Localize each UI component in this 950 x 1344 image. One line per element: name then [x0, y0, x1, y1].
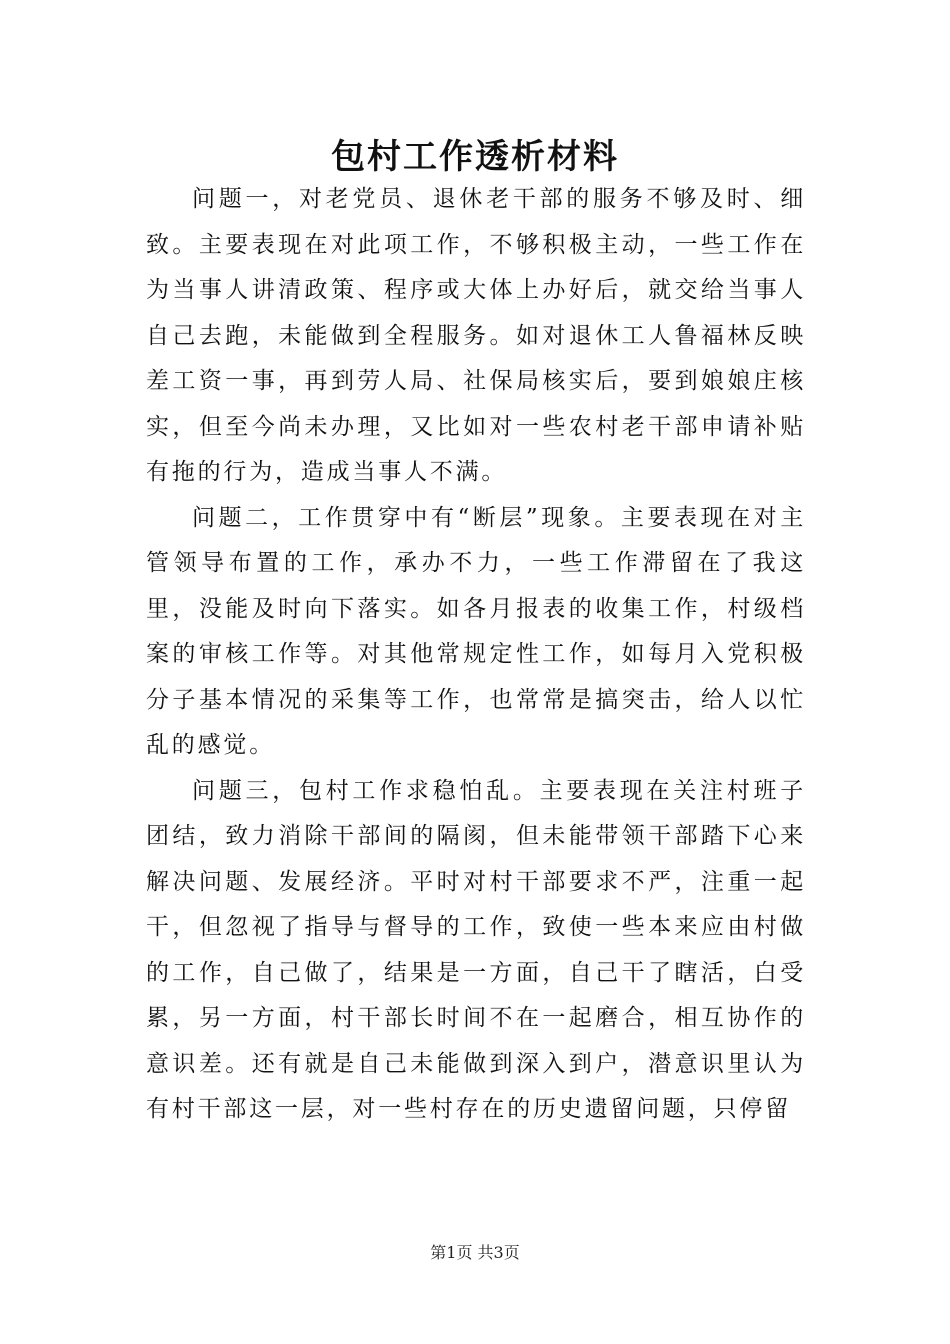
- paragraph-2: 问题二，工作贯穿中有“断层”现象。主要表现在对主管领导布置的工作，承办不力，一些工作滞留在了我这里，没能及时向下落实。如各月报表的收集工作，村级档案的审核工作等。对其他常规定性工作，如每月入党积极分子基本情况的采集等工作，也常常是搞突击，给人以忙乱的感觉。: [146, 504, 806, 758]
- page-number-footer: 第1页 共3页: [430, 1243, 520, 1262]
- document-title: 包村工作透析材料: [331, 137, 619, 177]
- paragraph-1: 问题一，对老党员、退休老干部的服务不够及时、细致。主要表现在对此项工作，不够积极主动，一些工作在为当事人讲清政策、程序或大体上办好后，就交给当事人自己去跑，未能做到全程服务。如对退休工人鲁福林反映差工资一事，再到劳人局、社保局核实后，要到娘娘庄核实，但至今尚未办理，又比如对一些农村老干部申请补贴有拖的行为，造成当事人不满。: [146, 186, 806, 485]
- paragraph-3: 问题三，包村工作求稳怕乱。主要表现在关注村班子团结，致力消除干部间的隔阂，但未能带领干部踏下心来解决问题、发展经济。平时对村干部要求不严，注重一起干，但忽视了指导与督导的工作，致使一些本来应由村做的工作，自己做了，结果是一方面，自己干了瞎活，白受累，另一方面，村干部长时间不在一起磨合，相互协作的意识差。还有就是自己未能做到深入到户，潜意识里认为有村干部这一层，对一些村存在的历史遗留问题，只停留: [146, 777, 806, 1122]
- document-body: [146, 177, 806, 1133]
